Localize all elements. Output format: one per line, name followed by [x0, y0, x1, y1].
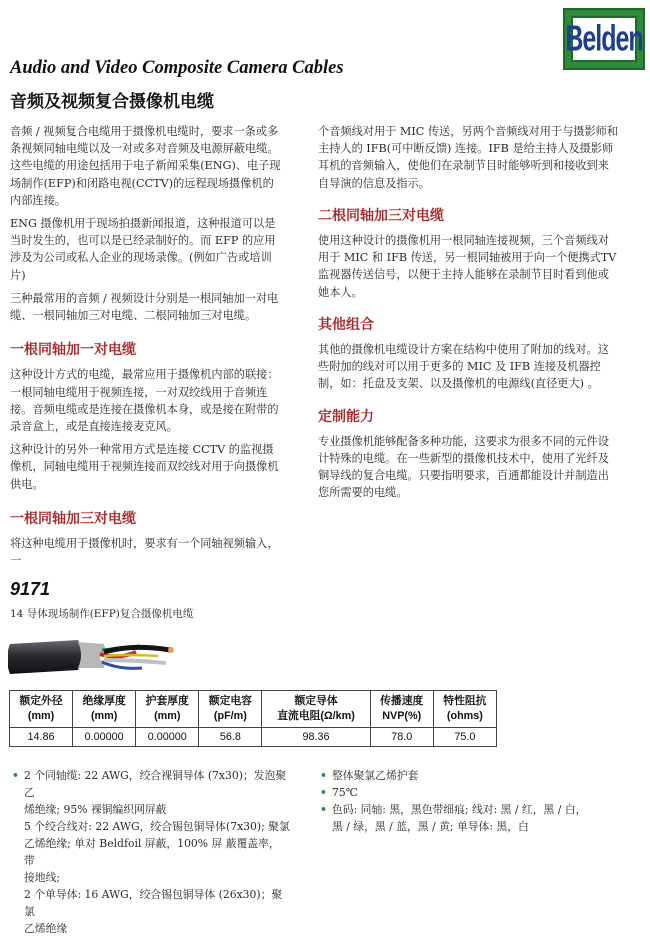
cell-impedance: 75.0 [433, 728, 496, 747]
cell-dc-resistance: 98.36 [262, 728, 370, 747]
header-outer-diameter: 额定外径 (mm) [10, 691, 73, 728]
header-nvp: 传播速度 NVP(%) [370, 691, 433, 728]
list-item: 黑 / 绿，黑 / 蓝，黑 / 黄; 单导体: 黑，白 [332, 820, 529, 833]
list-item: 乙烯绝缘 [24, 922, 68, 935]
page-title-en: Audio and Video Composite Camera Cables [10, 58, 344, 78]
designs-paragraph: 三种最常用的音频 / 视频设计分别是一根同轴加一对电缆、一根同轴加三对电缆、二根同轴加三对电缆。 [10, 291, 279, 323]
left-column [10, 123, 282, 575]
jacket-bullets [318, 767, 618, 835]
list-item: 5 个绞合线对: 22 AWG，绞合锡包铜导体(7x30); 聚氯 [24, 820, 290, 833]
intro-paragraph: 音频 / 视频复合电缆用于摄像机电缆时，要求一条或多条视频同轴电缆以及一对或多对音频及电源屏蔽电缆。这些电缆的用途包括用于电子新闻采集(ENG)、电子现场制作(EFP)和闭路电视(CCTV)的远程现场摄像机的内部连接。 [10, 125, 281, 207]
coax-black [104, 647, 170, 652]
custom-capability-paragraph: 专业摄像机能够配备多种功能，这要求为很多不同的元件设计特殊的电缆。在一些新型的摄像机技术中，使用了光纤及铜导线的复合电缆。只要指明要求，百通都能设计并制造出您所需要的电缆。 [318, 434, 609, 500]
page-title-cn: 音频及视频复合摄像机电缆 [10, 92, 214, 112]
spec-table [9, 690, 497, 747]
cable-jacket [8, 640, 82, 674]
list-item: 乙烯绝缘; 单对 Beldfoil 屏蔽，100% 屏 蔽覆盖率，带 [24, 837, 280, 867]
cell-insulation-thickness: 0.00000 [73, 728, 136, 747]
bullet-icon: • [320, 769, 327, 782]
ifb-paragraph: 个音频线对用于 MIC 传送，另两个音频线对用于与摄影师和主持人的 IFB(可中断反馈) 连接。IFB 是给主持人及摄影师耳机的音频输入，使他们在录制节目时能够听到和接收到来自导演的信息及指示。 [318, 125, 619, 190]
cell-nvp: 78.0 [370, 728, 433, 747]
header-dc-resistance: 额定导体 直流电阻(Ω/km) [262, 691, 370, 728]
other-combinations-paragraph: 其他的摄像机电缆设计方案在结构中使用了附加的线对。这些附加的线对可以用于更多的 MIC 及 IFB 连接及机器控制，如：托盘及支架、以及摄像机的电源线(直径更大) 。 [318, 343, 609, 391]
product-description: 14 导体现场制作(EFP)复合摄像机电缆 [10, 608, 194, 620]
list-item: 接地线; [24, 871, 61, 884]
spec-table-header-row [10, 691, 497, 728]
right-column [318, 123, 620, 508]
list-item: • 色码: 同轴: 黑，黑色带细痕; 线对: 黑 / 红，黑 / 白， [320, 803, 587, 816]
section-heading-one-coax-three-pair: 一根同轴加三对电缆 [10, 510, 136, 527]
cctv-paragraph: 这种设计的另外一种常用方式是连接 CCTV 的监视摄像机，同轴电缆用于视频连接而双绞线对用于向摄像机供电。 [10, 443, 279, 491]
eng-paragraph: ENG 摄像机用于现场拍摄新闻报道，这种报道可以是当时发生的，也可以是已经录制好的。而 EFP 的应用涉及为公司或私人企业的现场录像。(例如广告或培训片) [10, 217, 276, 282]
section-heading-two-coax-three-pair: 二根同轴加三对电缆 [318, 207, 444, 224]
header-impedance: 特性阻抗 (ohms) [433, 691, 496, 728]
section-heading-custom-capability: 定制能力 [318, 408, 374, 425]
wire-yellow [104, 655, 158, 656]
bullet-icon: • [320, 803, 327, 816]
header-capacitance: 额定电容 (pF/m) [199, 691, 262, 728]
belden-logo-text: Belden [565, 17, 643, 59]
list-item: 2 个单导体: 16 AWG，绞合锡包铜导体 (26x30)；聚氯 [24, 888, 283, 918]
one-coax-three-pair-paragraph: 将这种电缆用于摄像机时，要求有一个同轴视频输入，一 [10, 537, 279, 568]
product-number: 9171 [10, 579, 51, 599]
bullet-icon: • [12, 769, 19, 782]
construction-bullets [10, 767, 290, 937]
table-row [10, 728, 497, 747]
list-item: • 整体聚氯乙烯护套 [320, 769, 419, 782]
section-heading-one-coax-one-pair: 一根同轴加一对电缆 [10, 342, 136, 359]
header-jacket-thickness: 护套厚度 (mm) [136, 691, 199, 728]
header-insulation-thickness: 绝缘厚度 (mm) [73, 691, 136, 728]
cell-capacitance: 56.8 [199, 728, 262, 747]
list-item: • 75℃ [320, 786, 358, 799]
one-coax-one-pair-paragraph: 这种设计方式的电缆，最常应用于摄像机内部的联接：一根同轴电缆用于视频连接，一对双绞线用于音频连接。音频电缆或是连接在摄像机本身，或是接在附带的录音盒上，或是直接连接麦克风。 [10, 368, 279, 434]
belden-logo [563, 8, 645, 70]
cable-illustration [8, 630, 178, 680]
two-coax-three-pair-paragraph: 使用这种设计的摄像机用一根同轴连接视频，三个音频线对用于 MIC 和 IFB 传送，另一根同轴被用于向一个便携式TV监视器传送信号，以便于主持人能够在录制节目时看到他或她本人。 [318, 234, 617, 299]
coax-end [168, 647, 174, 653]
foil-shield [104, 660, 166, 663]
list-item: • 2 个同轴缆: 22 AWG，绞合裸铜导体 (7x30)；发泡聚乙 [12, 769, 287, 799]
cell-jacket-thickness: 0.00000 [136, 728, 199, 747]
cell-outer-diameter: 14.86 [10, 728, 73, 747]
list-item: 烯绝缘; 95% 裸铜编织网屏蔽 [24, 803, 167, 816]
bullet-icon: • [320, 786, 327, 799]
section-heading-other-combinations: 其他组合 [318, 316, 374, 333]
